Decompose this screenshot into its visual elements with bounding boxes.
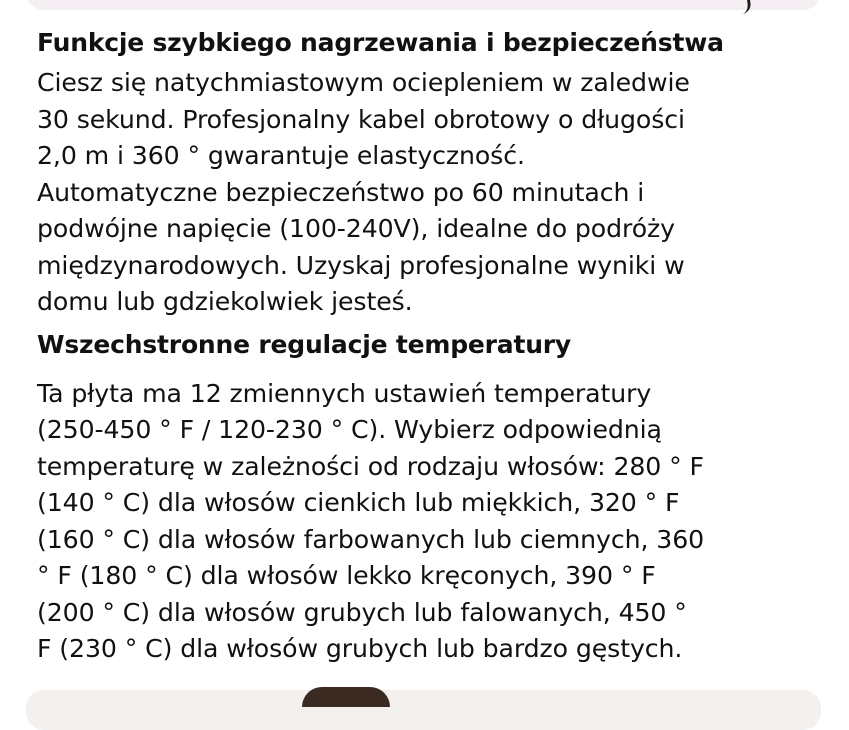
text-line: F (230 ° C) dla włosów grubych lub bardzo gęstych. bbox=[37, 634, 683, 663]
text-line: (200 ° C) dla włosów grubych lub falowanych, 450 ° bbox=[37, 597, 687, 627]
description-content bbox=[37, 26, 827, 668]
text-line: temperaturę w zależności od rodzaju włosów: 280 ° F bbox=[37, 451, 704, 481]
text-line: Automatyczne bezpieczeństwo po 60 minutach i bbox=[37, 177, 645, 207]
text-line: 2,0 m i 360 ° gwarantuje elastyczność. bbox=[37, 141, 525, 170]
model-hair-image-fragment bbox=[302, 687, 390, 707]
product-image-bottom bbox=[26, 690, 821, 730]
text-line: Ta płyta ma 12 zmiennych ustawień temperatury bbox=[37, 378, 652, 408]
text-line: Ciesz się natychmiastowym ociepleniem w zaledwie bbox=[37, 68, 690, 97]
section-heading-temperature: Wszechstronne regulacje temperatury bbox=[37, 329, 572, 359]
text-line: (250-450 ° F / 120-230 ° C). Wybierz odpowiednią bbox=[37, 415, 662, 444]
text-line: (140 ° C) dla włosów cienkich lub miękkich, 320 ° F bbox=[37, 488, 680, 517]
text-line: 30 sekund. Profesjonalny kabel obrotowy o długości bbox=[37, 104, 685, 134]
text-line: domu lub gdziekolwiek jesteś. bbox=[37, 287, 413, 316]
text-line: (160 ° C) dla włosów farbowanych lub ciemnych, 360 bbox=[37, 524, 705, 554]
cable-image-fragment bbox=[733, 0, 752, 15]
section-text-temperature bbox=[37, 376, 827, 668]
text-line: ° F (180 ° C) dla włosów lekko kręconych, 390 ° F bbox=[37, 561, 656, 590]
section-heading-quick-heating: Funkcje szybkiego nagrzewania i bezpieczeństwa bbox=[37, 28, 724, 57]
product-image-top bbox=[26, 0, 821, 10]
section-text-quick-heating bbox=[37, 65, 827, 321]
text-line: podwójne napięcie (100-240V), idealne do podróży bbox=[37, 214, 675, 243]
text-line: międzynarodowych. Uzyskaj profesjonalne wyniki w bbox=[37, 250, 685, 280]
